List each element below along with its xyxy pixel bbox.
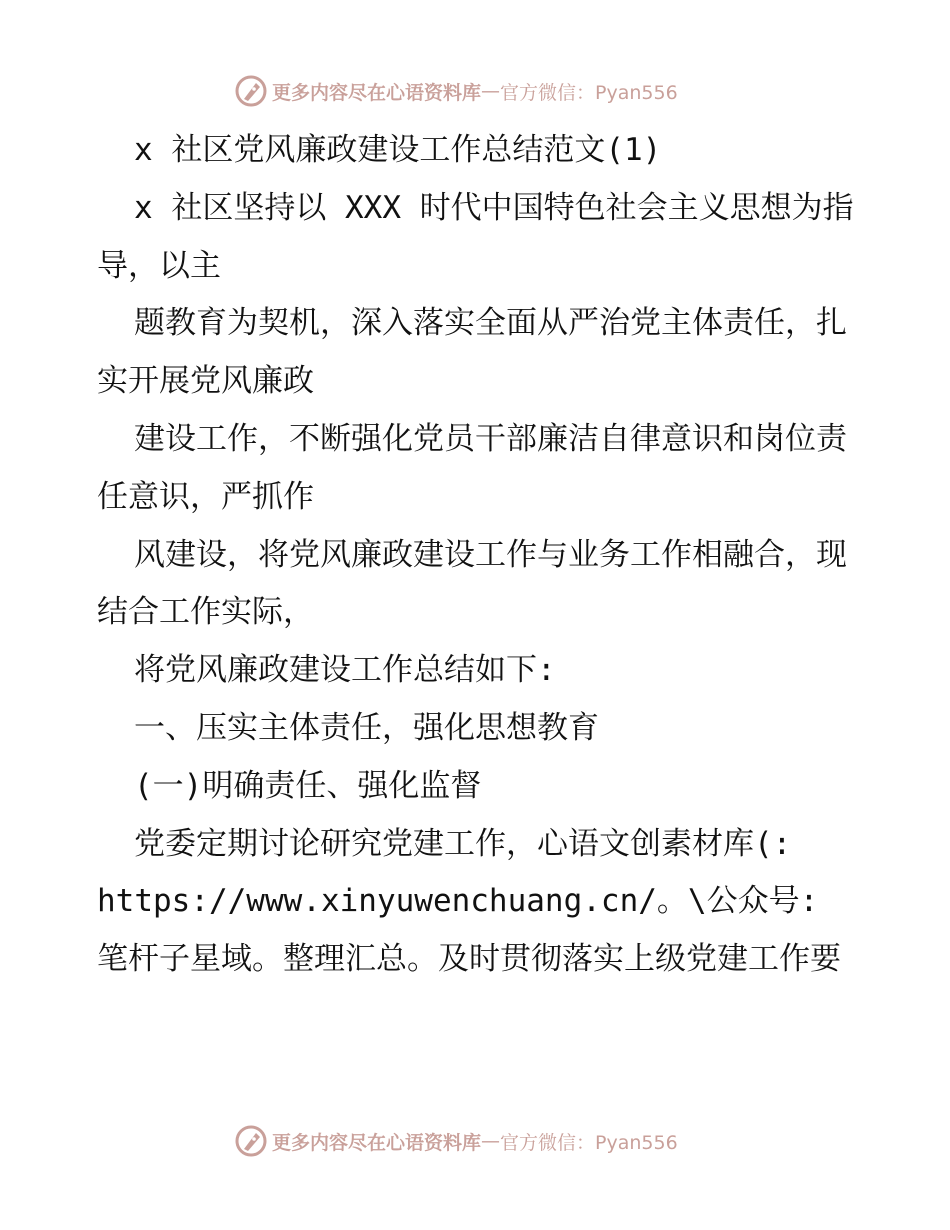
paragraph-body-1: 党委定期讨论研究党建工作，心语文创素材库(: https://www.xinyuwenchuang.cn/。\公众号: 笔杆子星域。整理汇总。及时贯彻落实上级党建工作要: [97, 825, 841, 978]
section-heading-1: 一、压实主体责任，强化思想教育: [134, 709, 599, 746]
document-title: x 社区党风廉政建设工作总结范文(1): [134, 132, 662, 168]
watermark-separator: —: [481, 1130, 501, 1152]
watermark-sub-text: 官方微信：Pyan556: [500, 1131, 678, 1154]
watermark-separator: —: [481, 80, 501, 102]
watermark-banner-bottom: [234, 1124, 678, 1158]
paragraph-intro-cont-2: 建设工作，不断强化党员干部廉洁自律意识和岗位责任意识，严抓作: [97, 420, 847, 515]
watermark-main-text: 更多内容尽在心语资料库: [272, 1131, 482, 1154]
paragraph-summary-lead: 将党风廉政建设工作总结如下:: [134, 652, 556, 689]
watermark-sub-text: 官方微信：Pyan556: [500, 81, 678, 104]
pen-nib-logo-icon: [234, 74, 268, 108]
subsection-heading-1: (一)明确责任、强化监督: [134, 767, 482, 804]
watermark-main-text: 更多内容尽在心语资料库: [272, 81, 482, 104]
paragraph-intro: x 社区坚持以 XXX 时代中国特色社会主义思想为指导，以主: [97, 189, 854, 284]
document-body: [97, 122, 867, 989]
paragraph-intro-cont-1: 题教育为契机，深入落实全面从严治党主体责任，扎实开展党风廉政: [97, 305, 847, 400]
paragraph-intro-cont-3: 风建设，将党风廉政建设工作与业务工作相融合，现结合工作实际，: [97, 536, 847, 631]
pen-nib-logo-icon: [234, 1124, 268, 1158]
watermark-banner-top: [234, 74, 678, 108]
